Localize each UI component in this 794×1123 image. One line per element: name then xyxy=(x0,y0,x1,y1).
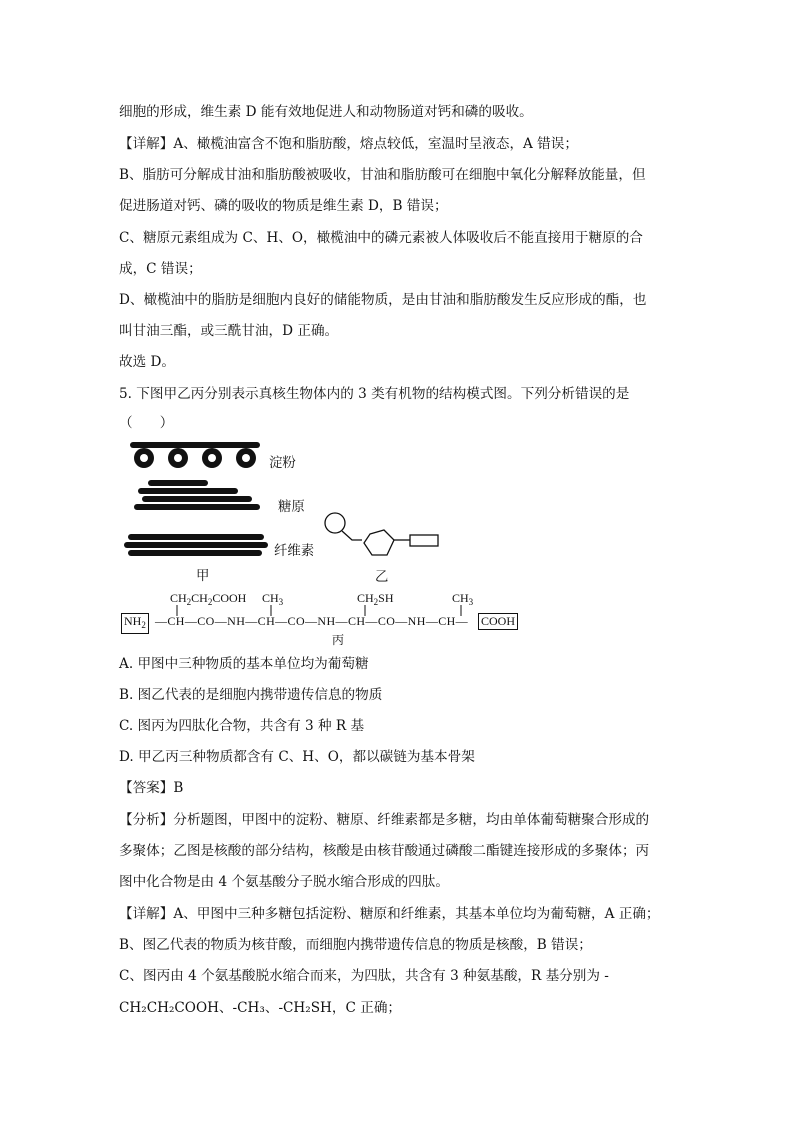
text-line: 促进肠道对钙、磷的吸收的物质是维生素 D，B 错误； xyxy=(119,198,448,214)
detail-line: B、图乙代表的物质为核苷酸，而细胞内携带遗传信息的物质是核酸，B 错误； xyxy=(119,937,592,953)
starch-label: 淀粉 xyxy=(269,456,296,471)
text-line: 故选 D。 xyxy=(119,354,176,370)
option-a: A. 甲图中三种物质的基本单位均为葡萄糖 xyxy=(119,656,369,672)
cellulose-label: 纤维素 xyxy=(274,544,315,559)
r-group-2: $CH_3$ xyxy=(262,591,284,607)
option-c: C. 图丙为四肽化合物，共含有 3 种 R 基 xyxy=(119,718,365,734)
answer-line: 【答案】B xyxy=(119,780,184,796)
polysaccharide-figure xyxy=(120,436,280,562)
analysis-line: 【分析】分析题图，甲图中的淀粉、糖原、纤维素都是多糖，均由单体葡萄糖聚合形成的 xyxy=(119,812,650,828)
detail-line: CH₂CH₂COOH、-CH₃、-CH₂SH，C 正确； xyxy=(119,1000,402,1016)
question-stem: 5. 下图甲乙丙分别表示真核生物体内的 3 类有机物的结构模式图。下列分析错误的是 xyxy=(119,386,630,402)
detail-line: 【详解】A、甲图中三种多糖包括淀粉、糖原和纤维素，其基本单位均为葡萄糖，A 正确； xyxy=(119,906,660,922)
option-b: B. 图乙代表的是细胞内携带遗传信息的物质 xyxy=(119,687,383,703)
figure-bing-label: 丙 xyxy=(332,633,345,647)
text-line: C、糖原元素组成为 C、H、O，橄榄油中的磷元素被人体吸收后不能直接用于糖原的合 xyxy=(119,230,643,246)
analysis-line: 图中化合物是由 4 个氨基酸分子脱水缩合形成的四肽。 xyxy=(119,874,449,890)
analysis-line: 多聚体；乙图是核酸的部分结构，核酸是由核苷酸通过磷酸二酯键连接形成的多聚体；丙 xyxy=(119,843,650,859)
question-blank: （ ） xyxy=(119,415,174,431)
text-line: 成，C 错误； xyxy=(119,261,202,277)
figure-yi-label: 乙 xyxy=(375,570,389,585)
glycogen-label: 糖原 xyxy=(278,500,305,515)
amino-terminus: $NH_2$ xyxy=(121,613,149,634)
text-line: B、脂肪可分解成甘油和脂肪酸被吸收，甘油和脂肪酸可在细胞中氧化分解释放能量，但 xyxy=(119,167,646,183)
nucleotide-figure xyxy=(322,510,444,570)
text-line: D、橄榄油中的脂肪是细胞内良好的储能物质，是由甘油和脂肪酸发生反应形成的酯，也 xyxy=(119,292,647,308)
option-d: D. 甲乙丙三种物质都含有 C、H、O，都以碳链为基本骨架 xyxy=(119,749,475,765)
text-line: 细胞的形成，维生素 D 能有效地促进人和动物肠道对钙和磷的吸收。 xyxy=(119,104,533,120)
peptide-backbone: —CH—CO—NH—CH—CO—NH—CH—CO—NH—CH— xyxy=(155,614,469,628)
text-line: 叫甘油三酯，或三酰甘油，D 正确。 xyxy=(119,323,339,339)
r-group-3: $CH_2SH$ xyxy=(357,591,394,607)
r-group-4: $CH_3$ xyxy=(452,591,474,607)
text-line: 【详解】A、橄榄油富含不饱和脂肪酸，熔点较低，室温时呈液态，A 错误； xyxy=(119,136,578,152)
detail-line: C、图丙由 4 个氨基酸脱水缩合而来，为四肽，共含有 3 种氨基酸，R 基分别为 - xyxy=(119,968,609,984)
carboxyl-terminus: COOH xyxy=(478,613,518,630)
figure-jia-label: 甲 xyxy=(196,569,210,584)
r-group-1: $CH_2CH_2COOH$ xyxy=(170,591,247,607)
